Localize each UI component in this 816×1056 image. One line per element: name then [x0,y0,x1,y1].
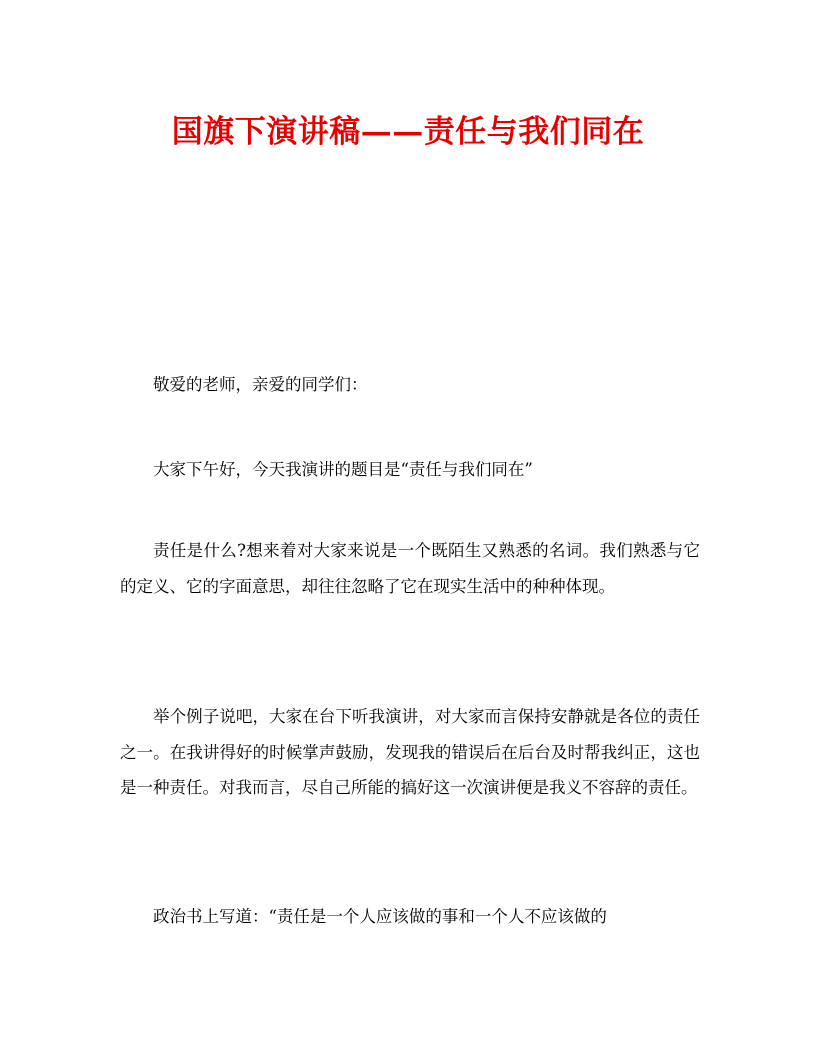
greeting-paragraph: 大家下午好，今天我演讲的题目是“责任与我们同在” [153,460,533,479]
page-title: 国旗下演讲稿——责任与我们同在 [171,114,645,150]
body-paragraph-3: 政治书上写道：“责任是一个人应该做的事和一个人不应该做的 [153,907,607,926]
body-paragraph-1: 责任是什么?想来着对大家来说是一个既陌生又熟悉的名词。我们熟悉与它的定义、它的字面意思，却往往忽略了它在现实生活中的种种体现。 [120,541,700,596]
body-paragraph-2: 举个例子说吧，大家在台下听我演讲，对大家而言保持安静就是各位的责任之一。在我讲得好的时候掌声鼓励，发现我的错误后在后台及时帮我纠正，这也是一种责任。对我而言，尽自己所能的搞好这一次演讲便是我义不容辞的责任。 [120,707,700,797]
salutation-paragraph: 敬爱的老师，亲爱的同学们： [153,375,368,394]
